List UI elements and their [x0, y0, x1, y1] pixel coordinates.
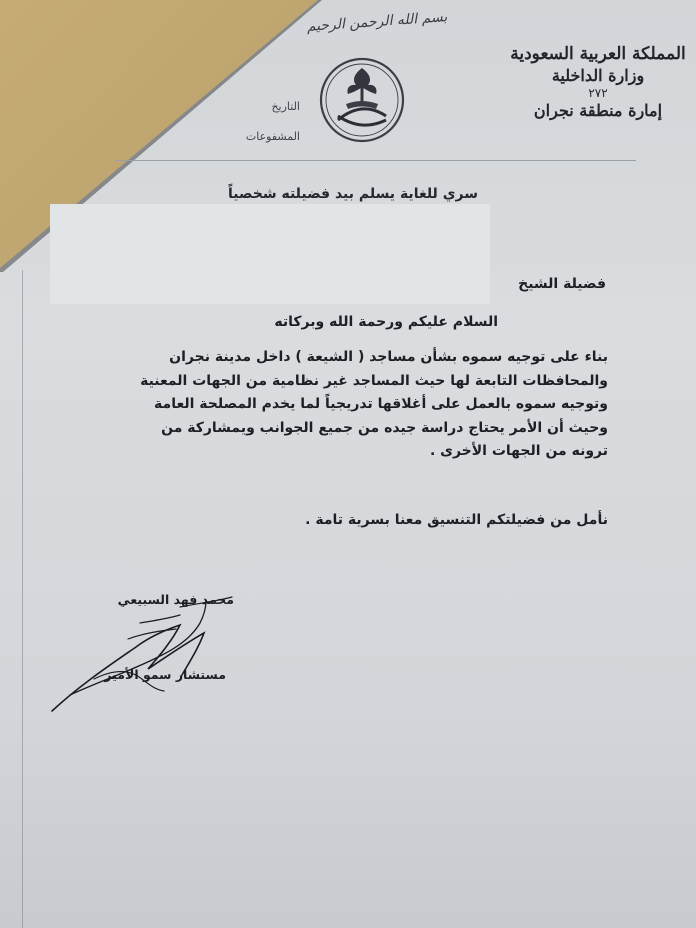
greeting: السلام عليكم ورحمة الله وبركاته: [274, 314, 498, 330]
signer-name: محمد فهد السبيعي: [117, 592, 234, 607]
attachments-label: المشفوعات: [245, 130, 300, 143]
header-divider: [116, 160, 636, 161]
body-line: ترونه من الجهات الأخرى .: [429, 443, 608, 460]
body-line: والمحافظات التابعة لها حيث المساجد غير نظامية من الجهات المعنية: [140, 372, 608, 389]
basmala: بسم الله الرحمن الرحيم: [306, 9, 448, 35]
closing-line: نأمل من فضيلتكم التنسيق معنا بسرية تامة .: [305, 512, 608, 528]
handwritten-signature-icon: [40, 585, 250, 725]
org-line-ministry: وزارة الداخلية: [551, 66, 645, 85]
salutation: فضيلة الشيخ: [518, 276, 606, 292]
redacted-area: [50, 204, 490, 304]
org-line-emirate: إمارة منطقة نجران: [533, 101, 663, 120]
issuing-authority: [508, 44, 688, 121]
letter-body: [18, 346, 608, 464]
signer-title: مستشار سمو الأمير: [104, 667, 226, 682]
org-line-country: المملكة العربية السعودية: [510, 44, 686, 64]
date-label: التاريخ: [271, 100, 300, 113]
org-line-number: ٢٧٢: [588, 86, 608, 100]
body-line: وحيث أن الأمر يحتاج دراسة جيده من جميع الجوانب ويمشاركة من: [161, 419, 608, 436]
body-line: وتوجيه سموه بالعمل على أغلاقها تدريجياً لما يخدم المصلحة العامة: [154, 396, 608, 413]
saudi-emblem-icon: [316, 54, 408, 146]
classification-notice: سري للغاية يسلم بيد فضيلته شخصياً: [227, 186, 478, 202]
body-line: بناء على توجيه سموه بشأن مساجد ( الشيعة ) داخل مدينة نجران: [169, 349, 608, 365]
